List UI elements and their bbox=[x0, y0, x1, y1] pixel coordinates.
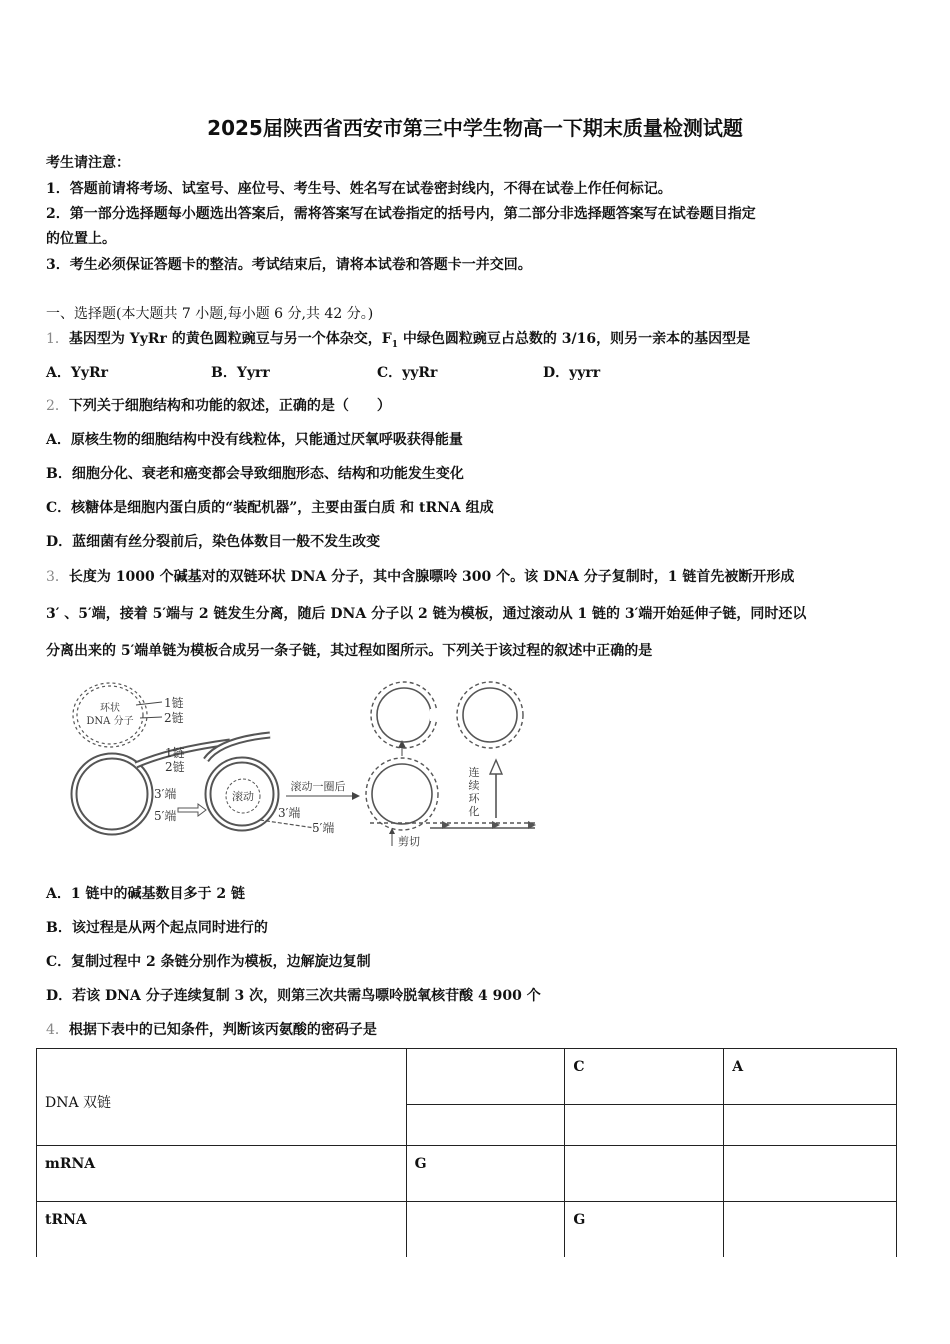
question-3-line-2: 3′ 、5′端，接着 5′端与 2 链发生分离，随后 DNA 分子以 2 链为模板，通过滚动从 1 链的 3′端开始延伸子链，同时还以 bbox=[46, 606, 807, 622]
notice-item-2: 2．第一部分选择题每小题选出答案后，需将答案写在试卷指定的括号内，第二部分非选择题答案写在试卷题目指定 bbox=[46, 206, 756, 222]
page-title: 2025届陕西省西安市第三中学生物高一下期末质量检测试题 bbox=[207, 116, 743, 140]
table-cell: A bbox=[724, 1049, 897, 1105]
label-3-end: 3′端 bbox=[154, 787, 177, 801]
label-dna-molecule: DNA 分子 bbox=[86, 716, 134, 727]
after-roll-arrow bbox=[286, 779, 360, 800]
label-5-end: 5′端 bbox=[154, 809, 177, 823]
question-text-cont: 中绿色圆粒豌豆占总数的 3/16，则另一亲本的基因型是 bbox=[398, 331, 751, 347]
label-cyclize-2: 续 bbox=[468, 779, 480, 792]
question-text: 根据下表中的已知条件，判断该丙氨酸的密码子是 bbox=[68, 1022, 377, 1038]
codon-table bbox=[36, 1048, 897, 1257]
table-cell bbox=[406, 1049, 565, 1105]
label-chain-1-top: 1链 bbox=[164, 696, 184, 710]
table-cell: C bbox=[565, 1049, 724, 1105]
question-3 bbox=[46, 566, 794, 586]
label-cyclize-3: 环 bbox=[468, 792, 480, 805]
lower-right-ring bbox=[366, 740, 536, 848]
table-cell bbox=[406, 1202, 565, 1258]
table-cell bbox=[724, 1146, 897, 1202]
question-number: 2． bbox=[46, 398, 69, 414]
label-circular: 环状 bbox=[100, 703, 120, 714]
question-text: 长度为 1000 个碱基对的双链环状 DNA 分子，其中含腺嘌呤 300 个。该 DNA 分子复制时，1 链首先被断开形成 bbox=[68, 569, 795, 585]
table-cell: G bbox=[565, 1202, 724, 1258]
option-c: C．yyRr bbox=[377, 365, 438, 381]
option-c: C．复制过程中 2 条链分别作为模板，边解旋边复制 bbox=[46, 954, 371, 970]
option-c: C．核糖体是细胞内蛋白质的“装配机器”，主要由蛋白质 和 tRNA 组成 bbox=[46, 500, 494, 516]
label-chain-2-top: 2链 bbox=[164, 711, 184, 725]
question-number: 3． bbox=[46, 569, 69, 585]
cyclize-arrow bbox=[469, 760, 503, 818]
question-2 bbox=[46, 395, 391, 415]
table-cell bbox=[724, 1105, 897, 1146]
option-b: B．细胞分化、衰老和癌变都会导致细胞形态、结构和功能发生变化 bbox=[46, 466, 464, 482]
upper-rings bbox=[371, 682, 523, 748]
question-number: 4． bbox=[46, 1022, 69, 1038]
question-text: 基因型为 YyRr 的黄色圆粒豌豆与另一个体杂交，F bbox=[68, 331, 392, 347]
label-cyclize-4: 化 bbox=[468, 805, 480, 818]
question-3-line-3: 分离出来的 5′端单链为模板合成另一条子链，其过程如图所示。下列关于该过程的叙述中正确的是 bbox=[46, 643, 653, 659]
row-label-mrna: mRNA bbox=[37, 1146, 407, 1202]
option-b: B．该过程是从两个起点同时进行的 bbox=[46, 920, 268, 936]
label-chain-2: 2链 bbox=[165, 760, 185, 774]
question-1 bbox=[46, 328, 750, 350]
row-label-dna: DNA 双链 bbox=[37, 1049, 407, 1146]
table-row bbox=[37, 1146, 897, 1202]
circular-dna-molecule bbox=[73, 683, 184, 747]
table-cell bbox=[724, 1202, 897, 1258]
table-row bbox=[37, 1202, 897, 1258]
question-text: 下列关于细胞结构和功能的叙述，正确的是（ ） bbox=[68, 398, 391, 414]
dna-rolling-replication-figure bbox=[70, 680, 540, 850]
question-number: 1． bbox=[46, 331, 69, 347]
option-d: D．若该 DNA 分子连续复制 3 次，则第三次共需鸟嘌呤脱氧核苷酸 4 900 个 bbox=[46, 988, 541, 1004]
section-heading: 一、选择题(本大题共 7 小题,每小题 6 分,共 42 分。) bbox=[46, 306, 374, 322]
label-after-roll: 滚动一圈后 bbox=[290, 780, 346, 793]
label-5-end-mid: 5′端 bbox=[312, 821, 335, 835]
subscript: 1 bbox=[391, 339, 399, 350]
table-cell bbox=[565, 1146, 724, 1202]
option-a: A．原核生物的细胞结构中没有线粒体，只能通过厌氧呼吸获得能量 bbox=[46, 432, 463, 448]
option-a: A．YyRr bbox=[46, 365, 109, 381]
notice-item-1: 1．答题前请将考场、试室号、座位号、考生号、姓名写在试卷密封线内，不得在试卷上作任何标记。 bbox=[46, 181, 672, 197]
notice-heading: 考生请注意： bbox=[46, 155, 130, 171]
option-d: D．yyrr bbox=[543, 365, 601, 381]
label-3-end-mid: 3′端 bbox=[278, 806, 301, 820]
label-cut: 剪切 bbox=[398, 835, 420, 848]
table-cell bbox=[565, 1105, 724, 1146]
table-cell: G bbox=[406, 1146, 565, 1202]
option-d: D．蓝细菌有丝分裂前后，染色体数目一般不发生改变 bbox=[46, 534, 381, 550]
label-chain-1: 1链 bbox=[165, 746, 185, 760]
row-label-trna: tRNA bbox=[37, 1202, 407, 1258]
question-4 bbox=[46, 1019, 377, 1039]
notice-item-2-cont: 的位置上。 bbox=[46, 231, 116, 247]
option-b: B．Yyrr bbox=[211, 365, 270, 381]
label-rolling: 滚动 bbox=[232, 790, 254, 803]
table-cell bbox=[406, 1105, 565, 1146]
notice-item-3: 3．考生必须保证答题卡的整洁。考试结束后，请将本试卷和答题卡一并交回。 bbox=[46, 257, 532, 273]
table-row bbox=[37, 1049, 897, 1105]
label-cyclize-1: 连 bbox=[468, 766, 480, 779]
option-a: A．1 链中的碱基数目多于 2 链 bbox=[46, 886, 245, 902]
